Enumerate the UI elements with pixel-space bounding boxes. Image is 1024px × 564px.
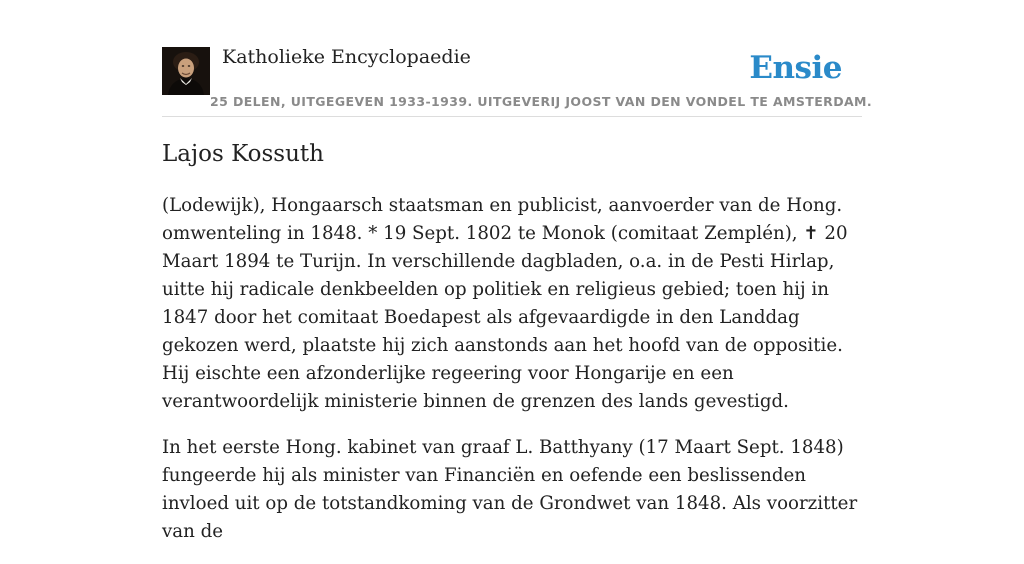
portrait-icon	[162, 47, 210, 95]
site-title[interactable]: Katholieke Encyclopaedie	[222, 46, 471, 68]
article	[162, 138, 862, 564]
article-paragraph: (Lodewijk), Hongaarsch staatsman en publicist, aanvoerder van de Hong. omwenteling in 1848. * 19 Sept. 1802 te Monok (comitaat Zemplén), ✝ 20 Maart 1894 te Turijn. In verschillende dagbladen, o.a. in de Pesti Hirlap, uitte hij radicale denkbeelden op politiek en religieus gebied; toen hij in 1847 door het comitaat Boedapest als afgevaardigde in den Landdag gekozen werd, plaatste hij zich aanstonds aan het hoofd van de oppositie. Hij eischte een afzonderlijke regeering voor Hongarije en een verantwoordelijk ministerie binnen de grenzen des lands gevestigd.	[162, 195, 848, 412]
article-paragraph: In het eerste Hong. kabinet van graaf L. Batthyany (17 Maart Sept. 1848) fungeerde hij als minister van Financiën en oefende een beslissenden invloed uit op de totstandkoming van de Grondwet van 1848. Als voorzitter van de	[162, 437, 858, 542]
site-subtitle: 25 DELEN, UITGEGEVEN 1933-1939. UITGEVERIJ JOOST VAN DEN VONDEL TE AMSTERDAM.	[210, 94, 873, 109]
portrait-avatar[interactable]	[162, 47, 210, 95]
brand-logo[interactable]: Ensie	[749, 50, 842, 86]
site-header	[162, 40, 873, 117]
article-title: Lajos Kossuth	[162, 141, 324, 167]
